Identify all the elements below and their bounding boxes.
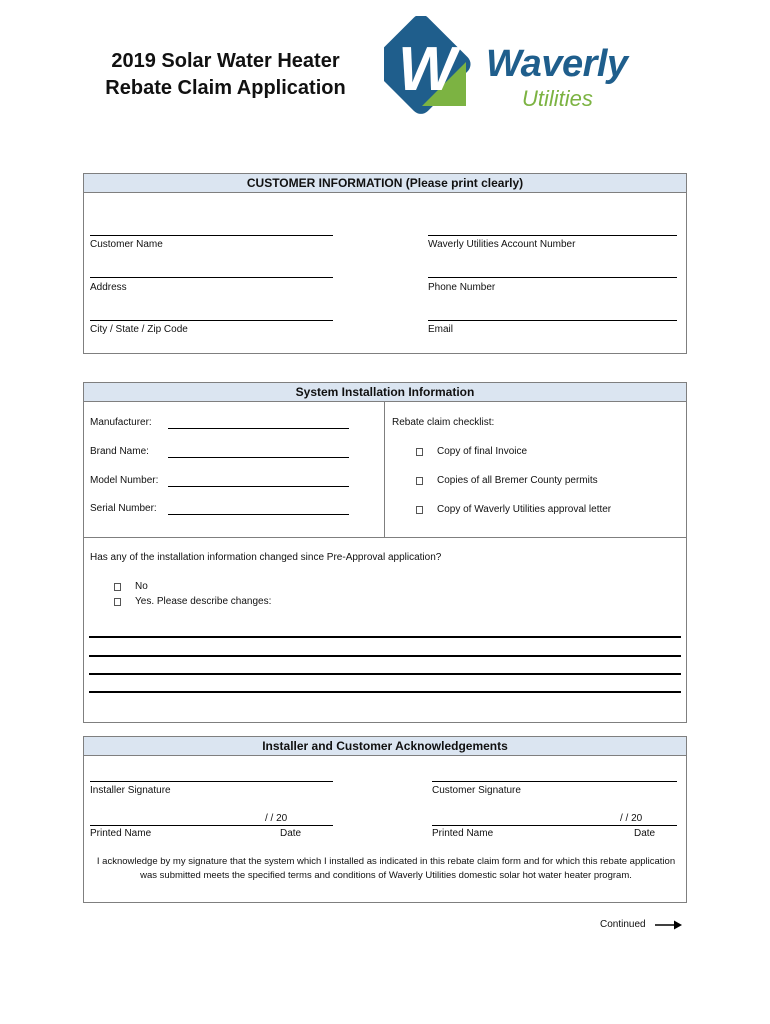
option-no-label: No bbox=[135, 581, 148, 592]
serial-number-line[interactable] bbox=[168, 514, 349, 515]
email-line[interactable] bbox=[428, 320, 677, 321]
checklist-item-county-permits: Copies of all Bremer County permits bbox=[437, 475, 598, 486]
brand-name-line[interactable] bbox=[168, 457, 349, 458]
continued-label: Continued bbox=[600, 919, 646, 930]
checklist-item-approval-letter: Copy of Waverly Utilities approval letter bbox=[437, 504, 612, 515]
system-section-divider bbox=[83, 537, 687, 538]
system-divider bbox=[384, 401, 385, 537]
installer-printed-name-line[interactable] bbox=[90, 825, 333, 826]
installer-date-label: Date bbox=[280, 828, 302, 839]
customer-printed-name-label: Printed Name bbox=[432, 828, 494, 839]
model-number-line[interactable] bbox=[168, 486, 349, 487]
customer-info-heading: CUSTOMER INFORMATION (Please print clearly) bbox=[84, 174, 686, 193]
email-label: Email bbox=[428, 324, 454, 335]
checklist-item-final-invoice: Copy of final Invoice bbox=[437, 446, 528, 457]
title-line-1: 2019 Solar Water Heater bbox=[111, 50, 340, 72]
checklist-title: Rebate claim checklist: bbox=[392, 417, 495, 428]
describe-changes-line-2[interactable] bbox=[89, 655, 681, 657]
address-line[interactable] bbox=[90, 277, 333, 278]
describe-changes-line-3[interactable] bbox=[89, 673, 681, 675]
checkbox-yes[interactable] bbox=[114, 598, 121, 606]
svg-text:W: W bbox=[398, 35, 457, 104]
manufacturer-line[interactable] bbox=[168, 428, 349, 429]
serial-number-label: Serial Number: bbox=[90, 503, 157, 514]
checkbox-final-invoice[interactable] bbox=[416, 448, 423, 456]
acknowledgement-statement: I acknowledge by my signature that the system which I installed as indicated in this rebate claim form and for which this rebate application was submitted meets the specified terms and conditions of Waverly Utilities domestic solar hot water heater program. bbox=[96, 856, 676, 881]
logo-wordmark: Waverly bbox=[486, 43, 628, 85]
phone-number-label: Phone Number bbox=[428, 282, 496, 293]
customer-signature-line[interactable] bbox=[432, 781, 677, 782]
model-number-label: Model Number: bbox=[90, 475, 159, 486]
manufacturer-label: Manufacturer: bbox=[90, 417, 152, 428]
checkbox-no[interactable] bbox=[114, 583, 121, 591]
checkbox-county-permits[interactable] bbox=[416, 477, 423, 485]
installer-signature-line[interactable] bbox=[90, 781, 333, 782]
customer-name-line[interactable] bbox=[90, 235, 333, 236]
city-state-zip-line[interactable] bbox=[90, 320, 333, 321]
phone-number-line[interactable] bbox=[428, 277, 677, 278]
installer-signature-label: Installer Signature bbox=[90, 785, 171, 796]
installer-date-fill: / / 20 bbox=[265, 813, 288, 824]
checkbox-approval-letter[interactable] bbox=[416, 506, 423, 514]
customer-date-label: Date bbox=[634, 828, 656, 839]
city-state-zip-label: City / State / Zip Code bbox=[90, 324, 188, 335]
option-yes-label: Yes. Please describe changes: bbox=[135, 596, 272, 607]
customer-printed-name-line[interactable] bbox=[432, 825, 677, 826]
installer-printed-name-label: Printed Name bbox=[90, 828, 152, 839]
brand-name-label: Brand Name: bbox=[90, 446, 149, 457]
customer-signature-label: Customer Signature bbox=[432, 785, 521, 796]
logo-subtitle: Utilities bbox=[522, 86, 593, 111]
account-number-label: Waverly Utilities Account Number bbox=[428, 239, 576, 250]
address-label: Address bbox=[90, 282, 127, 293]
page-title bbox=[103, 48, 348, 102]
acknowledgements-heading: Installer and Customer Acknowledgements bbox=[84, 737, 686, 756]
customer-name-label: Customer Name bbox=[90, 239, 163, 250]
system-info-heading: System Installation Information bbox=[84, 383, 686, 402]
customer-date-fill: / / 20 bbox=[620, 813, 643, 824]
arrow-right-icon bbox=[654, 919, 684, 931]
account-number-line[interactable] bbox=[428, 235, 677, 236]
changes-question: Has any of the installation information changed since Pre-Approval application? bbox=[90, 552, 442, 563]
describe-changes-line-1[interactable] bbox=[89, 636, 681, 638]
describe-changes-line-4[interactable] bbox=[89, 691, 681, 693]
title-line-2: Rebate Claim Application bbox=[105, 77, 346, 99]
